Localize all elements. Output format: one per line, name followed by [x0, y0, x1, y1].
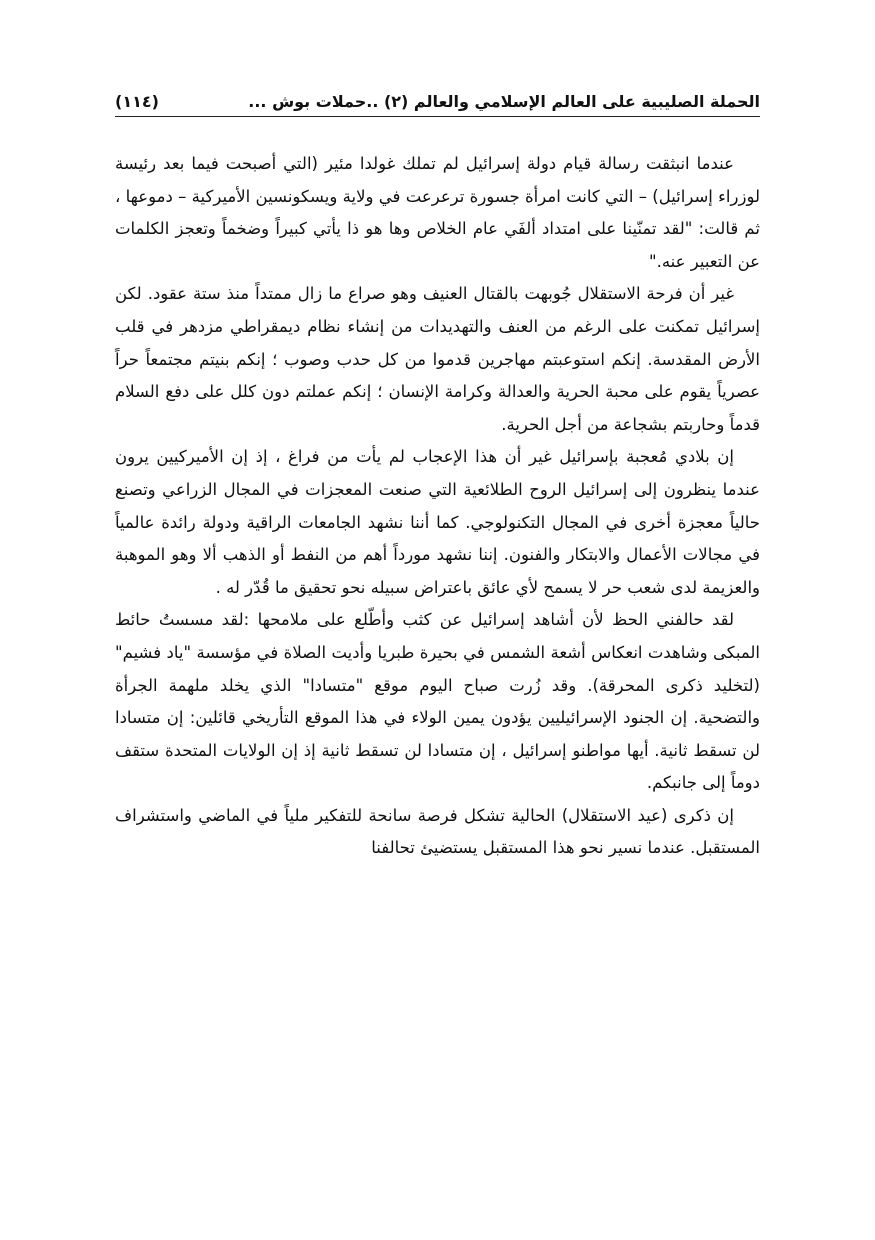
running-header-title: الحملة الصليبية على العالم الإسلامي والعالم (٢) ..حملات بوش ...	[248, 91, 760, 111]
paragraph: إن ذكرى (عيد الاستقلال) الحالية تشكل فرصة سانحة للتفكير ملياً في الماضي واستشراف المستقبل. عندما نسير نحو هذا المستقبل يستضيئ تحالفنا	[115, 805, 760, 858]
paragraph: عندما انبثقت رسالة قيام دولة إسرائيل لم تملك غولدا مئير (التي أصبحت فيما بعد رئيسة لوزراء إسرائيل) – التي كانت امرأة جسورة ترعرعت في ولاية ويسكونسين الأميركية – دموعها ، ثم قالت: "لقد تمنّينا على امتداد ألفَي عام الخلاص وها هو ذا يأتي كبيراً وضخماً وتعجز الكلمات عن التعبير عنه."	[115, 154, 760, 271]
paragraph: لقد حالفني الحظ لأن أشاهد إسرائيل عن كثب وأطّلع على ملامحها :لقد مسستُ حائط المبكى وشاهدت انعكاس أشعة الشمس في بحيرة طبريا وأديت الصلاة في مؤسسة "ياد فشيم" (لتخليد ذكرى المحرقة). وقد زُرت صباح اليوم موقع "متسادا" الذي يخلد ملهمة الجرأة والتضحية. إن الجنود الإسرائيليين يؤدون يمين الولاء في هذا الموقع التأريخي قائلين: إن متسادا لن تسقط ثانية. أيها مواطنو إسرائيل ، إن متسادا لن تسقط ثانية إذ إن الولايات المتحدة ستقف دوماً إلى جانبكم.	[115, 610, 760, 793]
paragraph: إن بلادي مُعجبة بإسرائيل غير أن هذا الإعجاب لم يأت من فراغ ، إذ إن الأميركيين يرون عندما ينظرون إلى إسرائيل الروح الطلائعية التي صنعت المعجزات في المجال الزراعي وتصنع حالياً معجزة أخرى في المجال التكنولوجي. كما أننا نشهد الجامعات الراقية ودولة رائدة عالمياً في مجالات الأعمال والابتكار والفنون. إننا نشهد مورداً أهم من النفط أو الذهب ألا وهو الموهبة والعزيمة لدى شعب حر لا يسمح لأي عائق باعتراض سبيله نحو تحقيق ما قُدّر له .	[115, 447, 760, 597]
page-header	[115, 86, 760, 117]
body-text	[115, 148, 760, 865]
paragraph: غير أن فرحة الاستقلال جُوبهت بالقتال العنيف وهو صراع ما زال ممتداً منذ ستة عقود. لكن إسرائيل تمكنت على الرغم من العنف والتهديدات من إنشاء نظام ديمقراطي مزدهر في قلب الأرض المقدسة. إنكم استوعبتم مهاجرين قدموا من كل حدب وصوب ؛ إنكم بنيتم مجتمعاً حراً عصرياً يقوم على محبة الحرية والعدالة وكرامة الإنسان ؛ إنكم عملتم دون كلل على دفع السلام قدماً وحاربتم بشجاعة من أجل الحرية.	[115, 284, 760, 434]
page-number: (١١٤)	[115, 91, 159, 111]
